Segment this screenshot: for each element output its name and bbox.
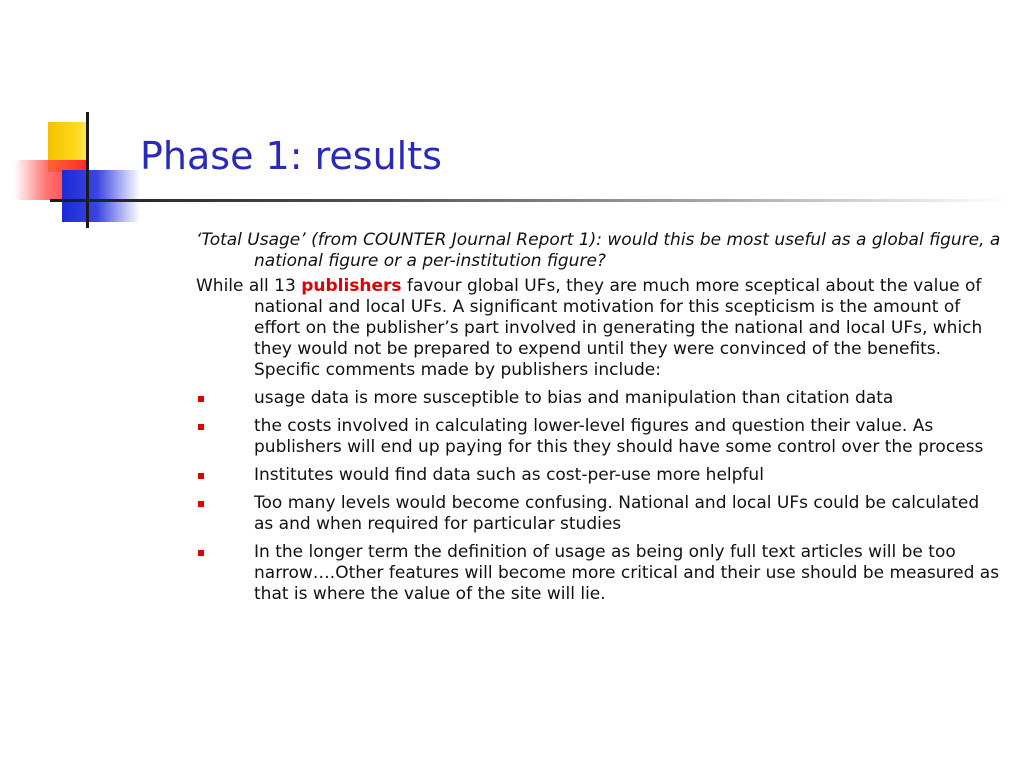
square-bullet-icon [198, 424, 204, 430]
list-item-text: Too many levels would become confusing. National and local UFs could be calculated as and when required for particular studies [254, 493, 980, 534]
intro-text-after: favour global UFs, they are much more sceptical about the value of national and local UFs. A significant motivation for this scepticism is the amount of effort on the publisher’s part involved in generating the national and local UFs, which they would not be prepared to expend until they were convinced of the benefits. Specific comments made by publishers include: [254, 276, 983, 380]
list-item-text: Institutes would find data such as cost-per-use more helpful [254, 465, 764, 485]
square-bullet-icon [198, 550, 204, 556]
intro-paragraph [196, 276, 1002, 381]
publishers-highlight: publishers [301, 276, 402, 296]
title-underline-divider [50, 199, 1010, 202]
list-item-text: usage data is more susceptible to bias and manipulation than citation data [254, 388, 894, 408]
square-bullet-icon [198, 396, 204, 402]
list-item [196, 493, 1002, 535]
square-bullet-icon [198, 473, 204, 479]
square-bullet-icon [198, 501, 204, 507]
slide-title: Phase 1: results [140, 134, 442, 178]
list-item [196, 388, 1002, 409]
list-item-text: the costs involved in calculating lower-level figures and question their value. As publishers will end up paying for this they should have some control over the process [254, 416, 984, 457]
logo-blue-block [62, 170, 140, 222]
intro-text-before: While all 13 [196, 276, 302, 296]
slide-body [196, 230, 1002, 611]
logo-vertical-line [86, 112, 89, 228]
list-item [196, 542, 1002, 605]
list-item [196, 465, 1002, 486]
question-paragraph: ‘Total Usage’ (from COUNTER Journal Report 1): would this be most useful as a global figure, a national figure or a per-institution figure? [196, 230, 1001, 271]
comment-list [196, 388, 1002, 605]
list-item [196, 416, 1002, 458]
list-item-text: In the longer term the definition of usage as being only full text articles will be too narrow….Other features will become more critical and their use should be measured as that is where the value of the site will lie. [254, 542, 1000, 604]
